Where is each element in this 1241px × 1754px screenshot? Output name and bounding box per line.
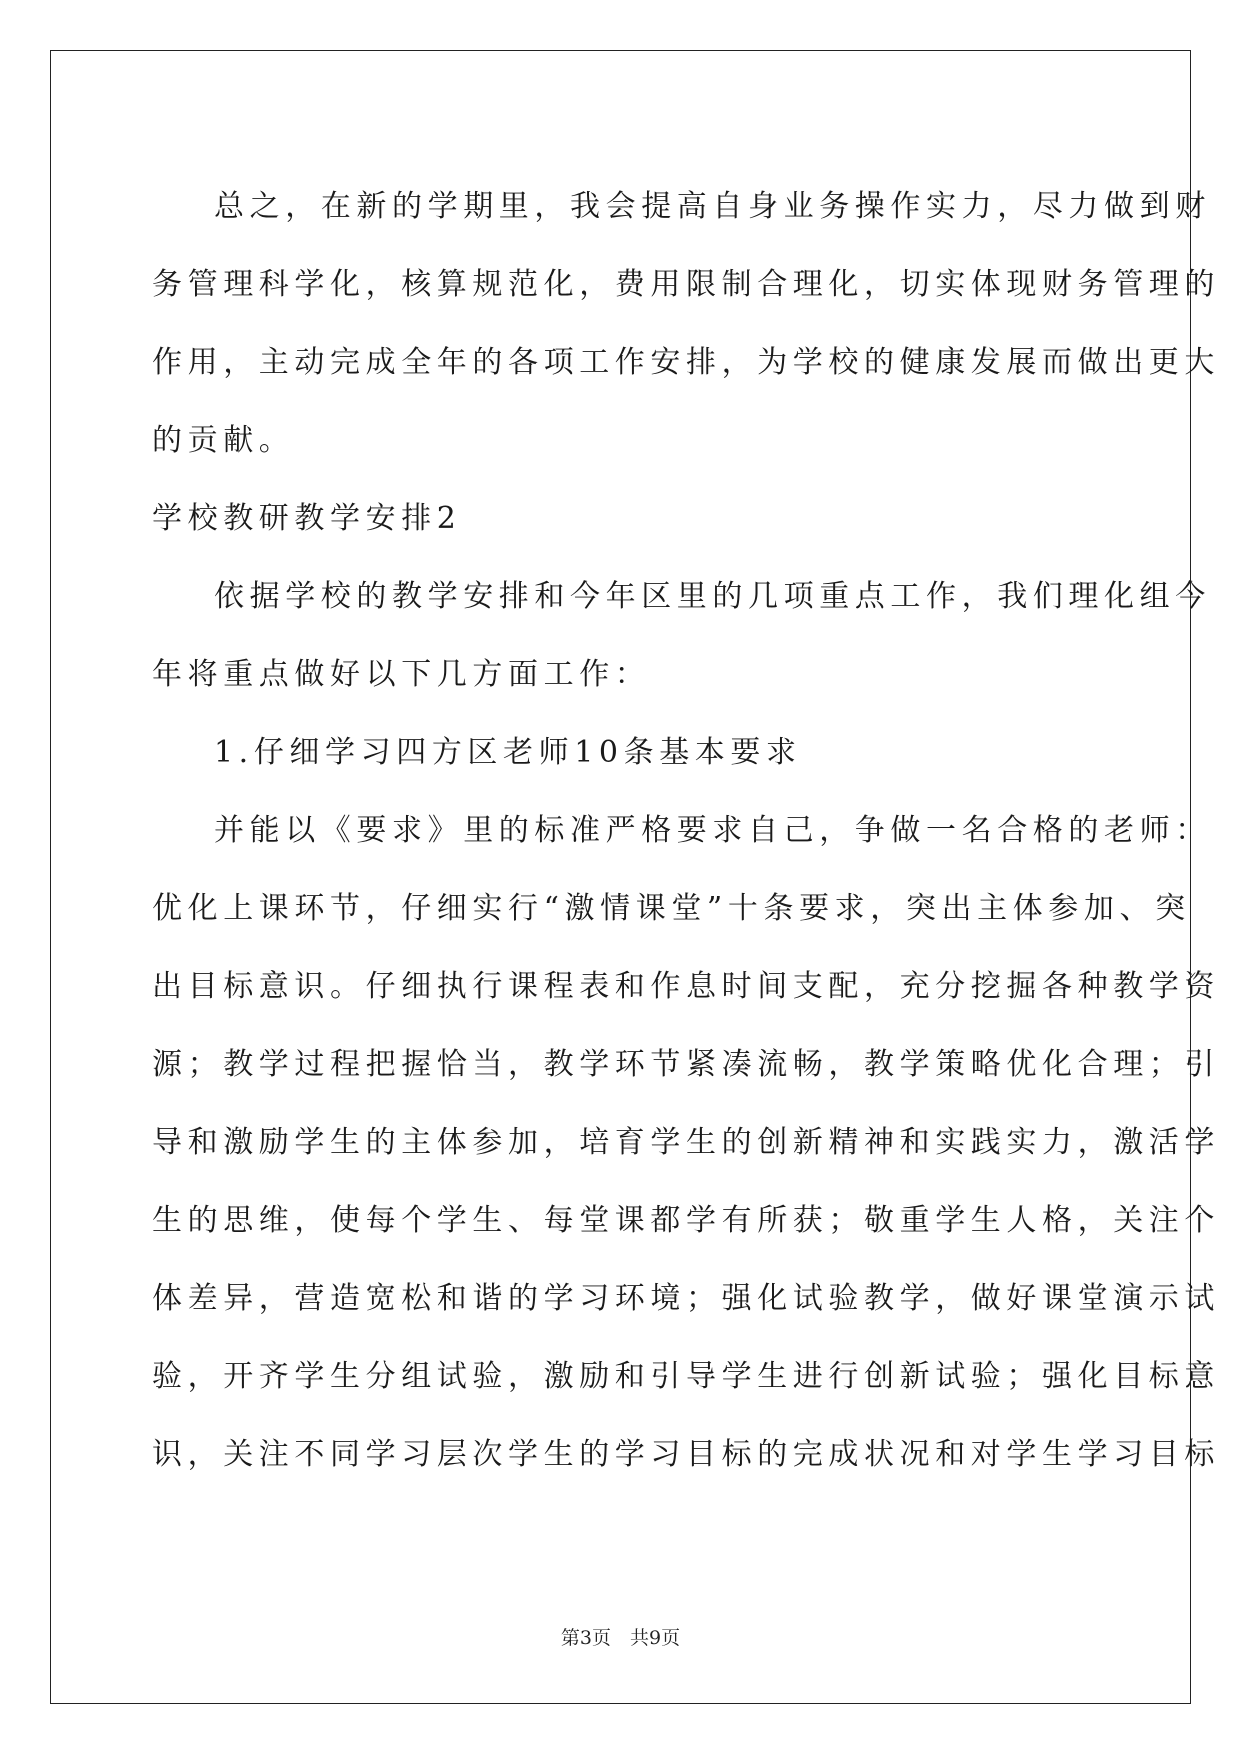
paragraph-line: 依据学校的教学安排和今年区里的几项重点工作，我们理化组今 <box>214 579 1211 614</box>
paragraph-line: 生的思维，使每个学生、每堂课都学有所获；敬重学生人格，关注个 <box>152 1203 1220 1238</box>
paragraph-line: 年将重点做好以下几方面工作： <box>152 657 651 692</box>
paragraph-line: 源；教学过程把握恰当，教学环节紧凑流畅，教学策略优化合理；引 <box>152 1047 1220 1082</box>
paragraph-line: 导和激励学生的主体参加，培育学生的创新精神和实践实力，激活学 <box>152 1125 1220 1160</box>
document-body <box>152 168 1220 1494</box>
paragraph-line: 的贡献。 <box>152 423 295 458</box>
section-heading: 学校教研教学安排2 <box>152 501 462 536</box>
paragraph-line: 验，开齐学生分组试验，激励和引导学生进行创新试验；强化目标意 <box>152 1359 1220 1394</box>
paragraph-line: 务管理科学化，核算规范化，费用限制合理化，切实体现财务管理的 <box>152 267 1220 302</box>
paragraph-line: 作用，主动完成全年的各项工作安排，为学校的健康发展而做出更大 <box>152 345 1220 380</box>
numbered-item: 1.仔细学习四方区老师10条基本要求 <box>214 735 802 770</box>
paragraph-line: 出目标意识。仔细执行课程表和作息时间支配，充分挖掘各种教学资 <box>152 969 1220 1004</box>
paragraph-line: 识，关注不同学习层次学生的学习目标的完成状况和对学生学习目标 <box>152 1437 1220 1472</box>
paragraph-line: 体差异，营造宽松和谐的学习环境；强化试验教学，做好课堂演示试 <box>152 1281 1220 1316</box>
paragraph-line: 并能以《要求》里的标准严格要求自己，争做一名合格的老师： <box>214 813 1211 848</box>
paragraph-line: 优化上课环节，仔细实行“激情课堂”十条要求，突出主体参加、突 <box>152 891 1191 926</box>
paragraph-line: 总之，在新的学期里，我会提高自身业务操作实力，尽力做到财 <box>214 189 1211 224</box>
page-number-footer: 第3页 共9页 <box>560 1627 681 1649</box>
